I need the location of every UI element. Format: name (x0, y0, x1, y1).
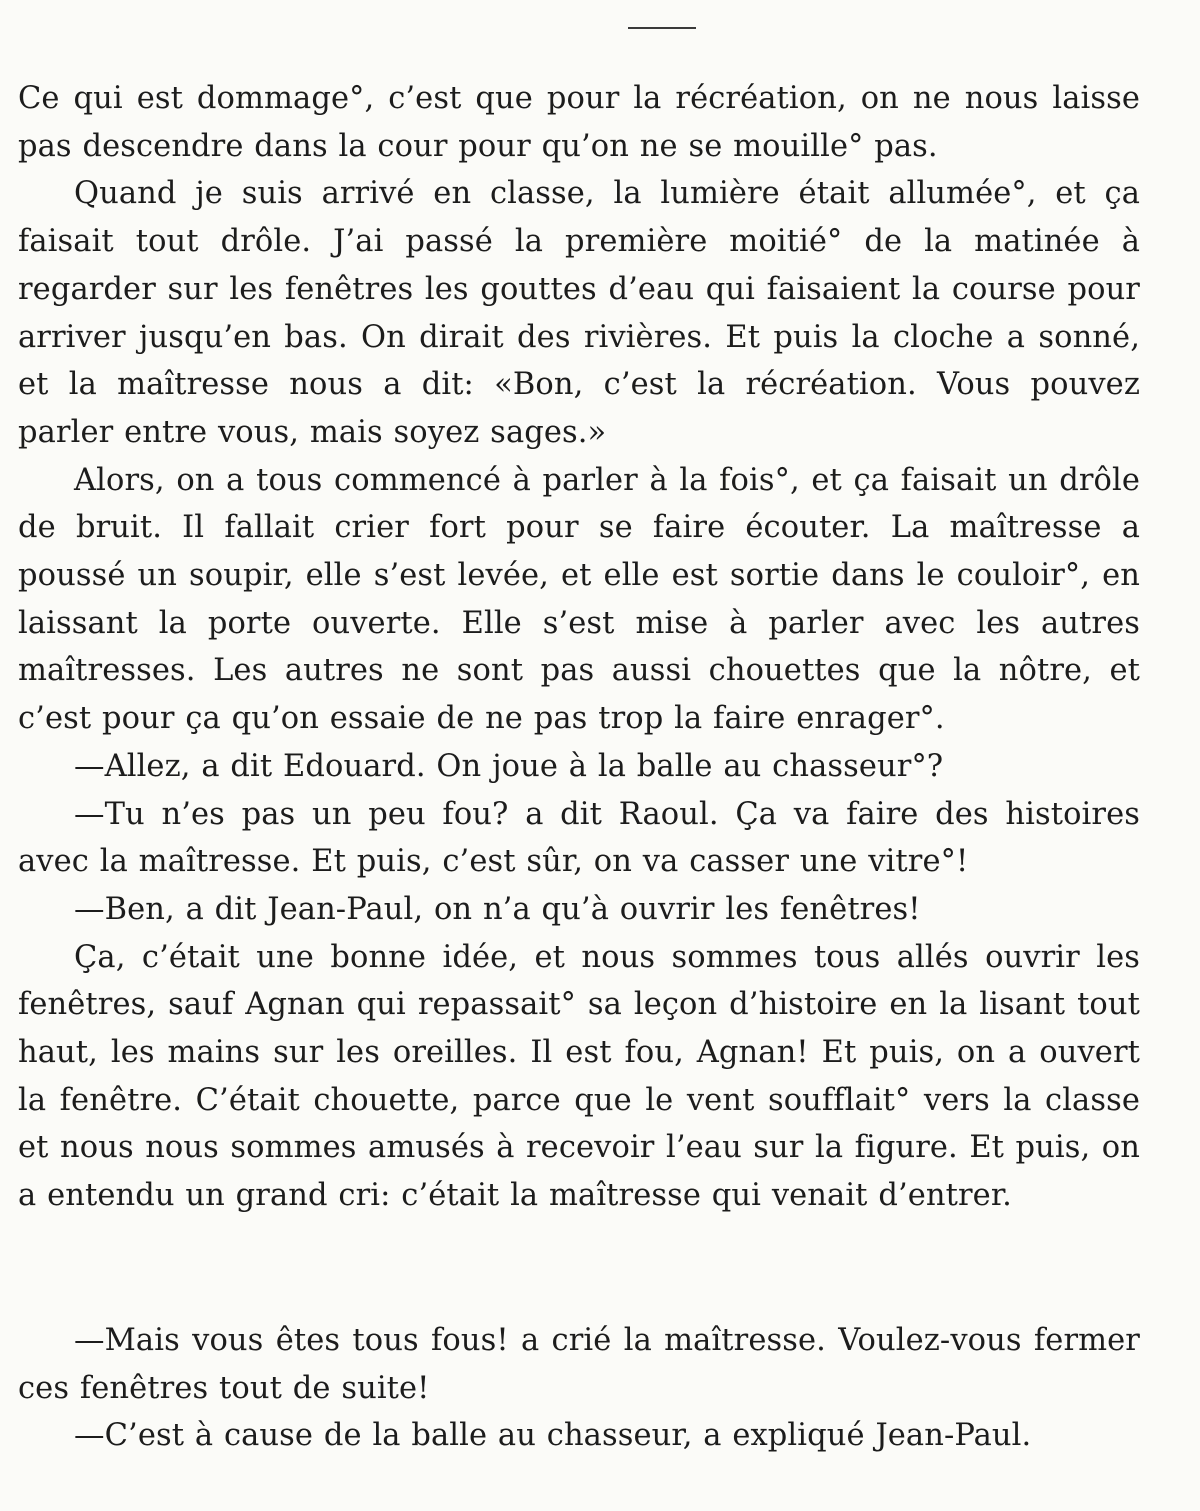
dialogue-line: —Tu n’es pas un peu fou? a dit Raoul. Ça va faire des histoires avec la maîtresse. Et puis, c’est sûr, on va casser une vitre°! (18, 796, 1140, 880)
dialogue-line: —Ben, a dit Jean-Paul, on n’a qu’à ouvrir les fenêtres! (74, 891, 921, 927)
paragraph: Ce qui est dommage°, c’est que pour la récréation, on ne nous laisse pas descendre dans la cour pour qu’on ne se mouille° pas. (18, 81, 1140, 164)
dialogue-line: —Mais vous êtes tous fous! a crié la maîtresse. Voulez-vous fermer ces fenêtres tout de suite! (18, 1323, 1140, 1406)
paragraph: Ça, c’était une bonne idée, et nous sommes tous allés ouvrir les fenêtres, sauf Agnan qui repassait° sa leçon d’histoire en la lisant tout haut, les mains sur les oreilles. Il est fou, Agnan! Et puis, on a ouvert la fenêtre. C’était chouette, parce que le vent soufflait° vers la classe et nous nous sommes amusés à recevoir l’eau sur la figure. Et puis, on a entendu un grand cri: c’était la maîtresse qui venait d’entrer. (18, 939, 1140, 1214)
text-block-main (18, 75, 1140, 1220)
dialogue-line: —Allez, a dit Edouard. On joue à la balle au chasseur°? (74, 748, 944, 784)
paragraph: Quand je suis arrivé en classe, la lumière était allumée°, et ça faisait tout drôle. J’ai passé la première moitié° de la matinée à regarder sur les fenêtres les gouttes d’eau qui faisaient la course pour arriver jusqu’en bas. On dirait des rivières. Et puis la cloche a sonné, et la maîtresse nous a dit: «Bon, c’est la récréation. Vous pouvez parler entre vous, mais soyez sages.» (18, 176, 1140, 450)
dialogue-line: —C’est à cause de la balle au chasseur, a expliqué Jean-Paul. (74, 1418, 1032, 1454)
page-top-mark (628, 27, 696, 29)
paragraph: Alors, on a tous commencé à parler à la fois°, et ça faisait un drôle de bruit. Il fallait crier fort pour se faire écouter. La maîtresse a poussé un soupir, elle s’est levée, et elle est sortie dans le couloir°, en laissant la porte ouverte. Elle s’est mise à parler avec les autres maîtresses. Les autres ne sont pas aussi chouettes que la nôtre, et c’est pour ça qu’on essaie de ne pas trop la faire enrager°. (18, 462, 1140, 737)
text-block-continued (18, 1317, 1140, 1460)
